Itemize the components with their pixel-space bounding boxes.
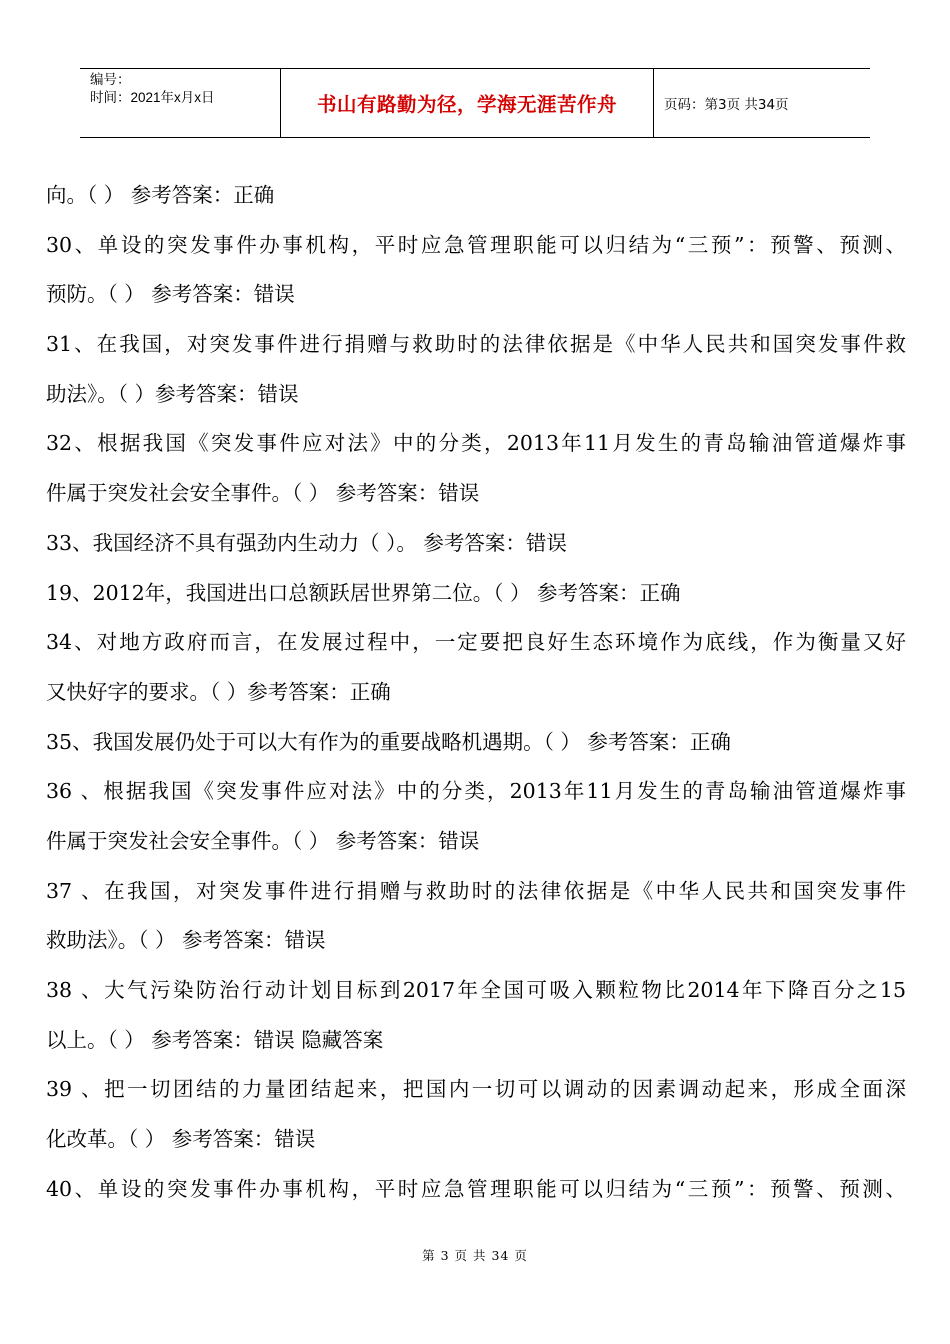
text-line: 35、我国发展仍处于可以大有作为的重要战略机遇期。（ ） 参考答案：正确: [46, 729, 731, 754]
text-line: 36 、根据我国《突发事件应对法》中的分类，2013年11月发生的青岛输油管道爆炸事: [46, 779, 906, 804]
text-line: 37 、在我国，对突发事件进行捐赠与救助时的法律依据是《中华人民共和国突发事件: [46, 878, 906, 903]
text-line: 以上。（ ） 参考答案：错误 隐藏答案: [46, 1027, 384, 1052]
text-line: 30、单设的突发事件办事机构，平时应急管理职能可以归结为“三预”：预警、预测、: [46, 232, 906, 257]
doc-time-label: 时间：2021年x月x日: [90, 90, 215, 105]
text-line: 39 、把一切团结的力量团结起来，把国内一切可以调动的因素调动起来，形成全面深: [46, 1077, 906, 1102]
text-line: 件属于突发社会安全事件。（ ） 参考答案：错误: [46, 828, 480, 853]
page-footer: 第 3 页 共 34 页: [422, 1248, 528, 1263]
text-line: 化改革。（ ） 参考答案：错误: [46, 1127, 316, 1152]
text-line: 38 、大气污染防治行动计划目标到2017年全国可吸入颗粒物比2014年下降百分之15: [46, 978, 906, 1002]
text-line: 向。（ ） 参考答案：正确: [46, 183, 275, 207]
document-body: [46, 171, 906, 1214]
text-line: 31、在我国，对突发事件进行捐赠与救助时的法律依据是《中华人民共和国突发事件救: [46, 332, 906, 357]
text-line: 34、对地方政府而言，在发展过程中，一定要把良好生态环境作为底线，作为衡量又好: [46, 630, 906, 655]
doc-number-label: 编号：: [90, 72, 131, 87]
text-line: 预防。（ ） 参考答案：错误: [46, 282, 295, 307]
text-line: 40、单设的突发事件办事机构，平时应急管理职能可以归结为“三预”：预警、预测、: [46, 1176, 906, 1201]
header-meta: [80, 69, 281, 137]
header-motto: 书山有路勤为径，学海无涯苦作舟: [281, 69, 654, 137]
header-page-info: 页码：第3页 共34页: [664, 97, 789, 113]
text-line: 又快好字的要求。（ ）参考答案：正确: [46, 679, 391, 704]
text-line: 助法》。（ ）参考答案：错误: [46, 381, 299, 406]
text-line: 33、我国经济不具有强劲内生动力（ ）。 参考答案：错误: [46, 530, 567, 555]
text-line: 救助法》。（ ） 参考答案：错误: [46, 928, 326, 953]
page-header: [80, 68, 870, 138]
text-line: 件属于突发社会安全事件。（ ） 参考答案：错误: [46, 481, 480, 506]
text-line: 19、2012年，我国进出口总额跃居世界第二位。（ ） 参考答案：正确: [46, 580, 681, 605]
text-line: 32、根据我国《突发事件应对法》中的分类，2013年11月发生的青岛输油管道爆炸事: [46, 431, 906, 456]
